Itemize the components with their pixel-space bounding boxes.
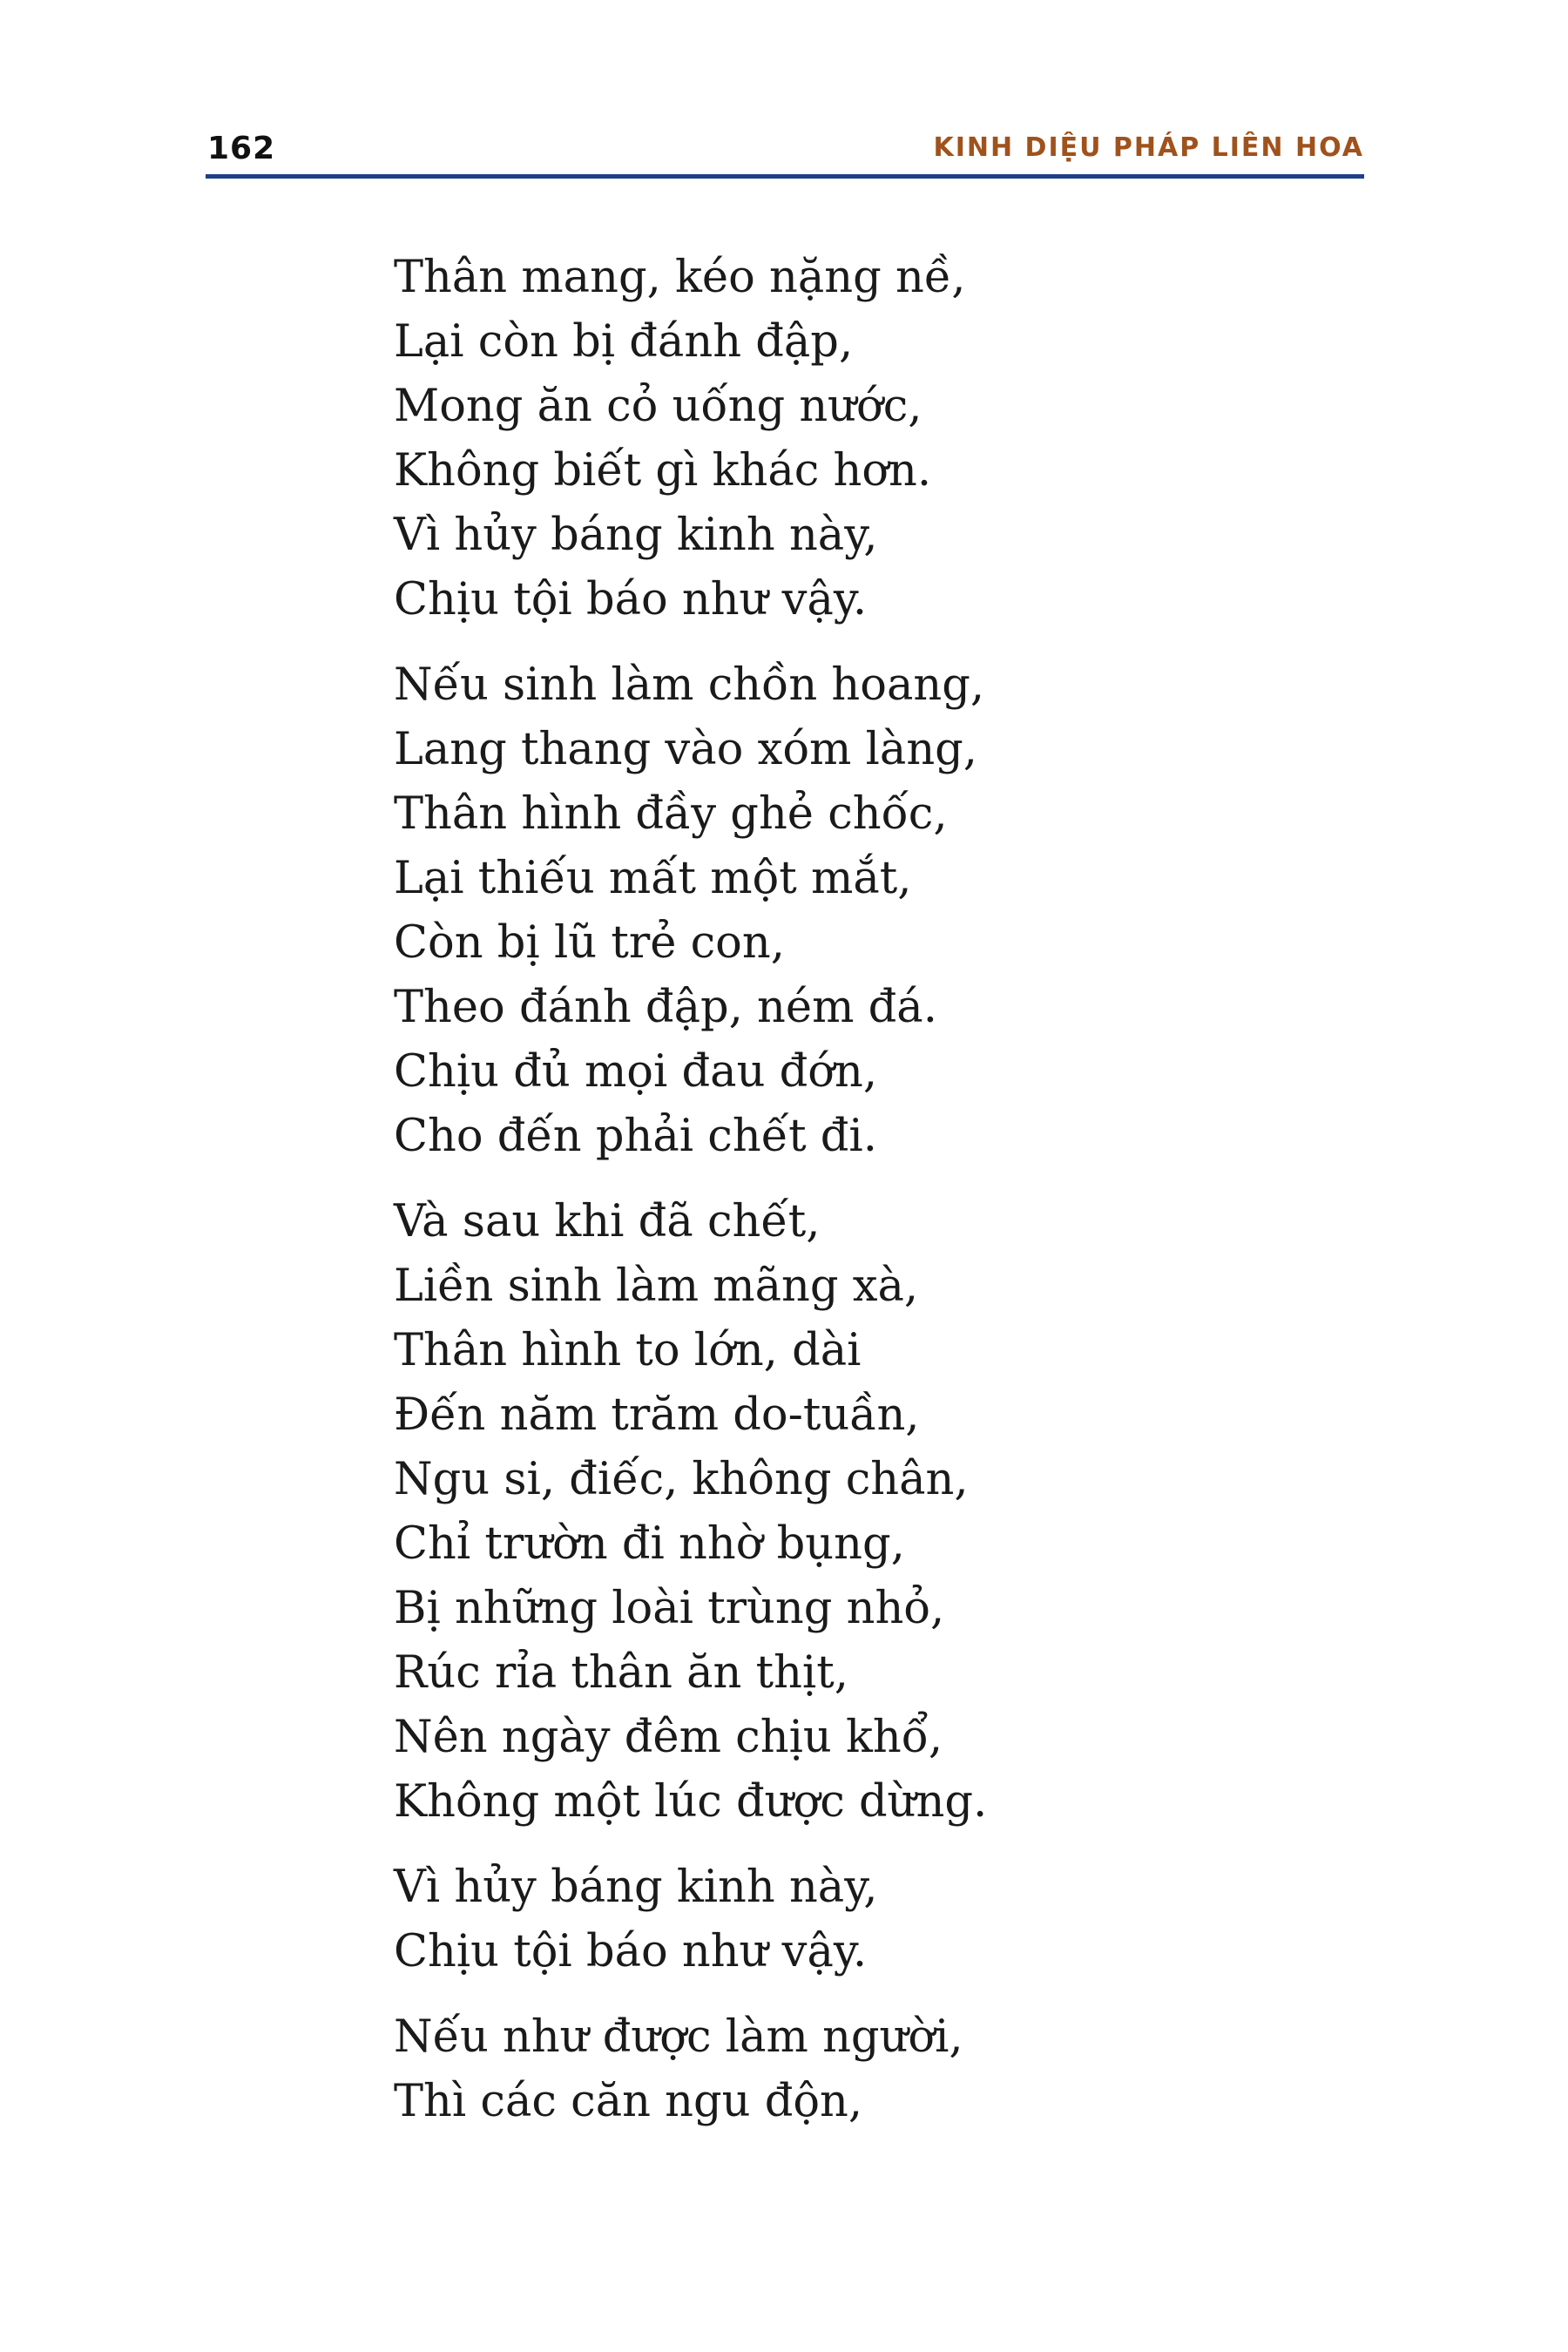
stanza (394, 1190, 1352, 1835)
verse-line: Mong ăn cỏ uống nước, (394, 381, 923, 432)
verse-line: Chịu tội báo như vậy. (394, 1926, 868, 1977)
verse-line: Ngu si, điếc, không chân, (394, 1454, 969, 1505)
verse-line: Thì các căn ngu độn, (394, 2076, 863, 2127)
poem-body (394, 246, 1352, 2155)
verse-line: Vì hủy báng kinh này, (394, 510, 878, 561)
verse-line: Theo đánh đập, ném đá. (394, 982, 937, 1033)
verse-line: Lại còn bị đánh đập, (394, 316, 854, 368)
page-header (206, 120, 1364, 176)
verse-line: Chịu đủ mọi đau đớn, (394, 1046, 878, 1098)
stanza (394, 1855, 1352, 1984)
verse-line: Lang thang vào xóm làng, (394, 724, 978, 775)
verse-line: Đến năm trăm do-tuần, (394, 1389, 920, 1441)
verse-line: Liền sinh làm mãng xà, (394, 1260, 919, 1312)
stanza (394, 2005, 1352, 2134)
verse-line: Không một lúc được dừng. (394, 1776, 988, 1828)
verse-line: Nếu sinh làm chồn hoang, (394, 659, 985, 711)
verse-line: Bị những loài trùng nhỏ, (394, 1583, 945, 1634)
verse-line: Còn bị lũ trẻ con, (394, 917, 785, 969)
verse-line: Chịu tội báo như vậy. (394, 574, 868, 625)
verse-line: Và sau khi đã chết, (394, 1196, 821, 1247)
stanza (394, 246, 1352, 632)
verse-line: Vì hủy báng kinh này, (394, 1862, 878, 1913)
verse-line: Thân hình đầy ghẻ chốc, (394, 788, 948, 840)
book-title: KINH DIỆU PHÁP LIÊN HOA (933, 132, 1364, 163)
verse-line: Nên ngày đêm chịu khổ, (394, 1712, 943, 1763)
verse-line: Lại thiếu mất một mắt, (394, 853, 912, 904)
verse-line: Nếu như được làm người, (394, 2011, 963, 2063)
verse-line: Thân mang, kéo nặng nề, (394, 252, 966, 303)
verse-line: Rúc rỉa thân ăn thịt, (394, 1647, 848, 1699)
page-number: 162 (207, 131, 276, 166)
stanza (394, 653, 1352, 1169)
verse-line: Cho đến phải chết đi. (394, 1111, 877, 1162)
verse-line: Chỉ trườn đi nhờ bụng, (394, 1518, 905, 1570)
verse-line: Thân hình to lớn, dài (394, 1325, 862, 1376)
verse-line: Không biết gì khác hơn. (394, 445, 932, 497)
header-rule (206, 174, 1364, 179)
